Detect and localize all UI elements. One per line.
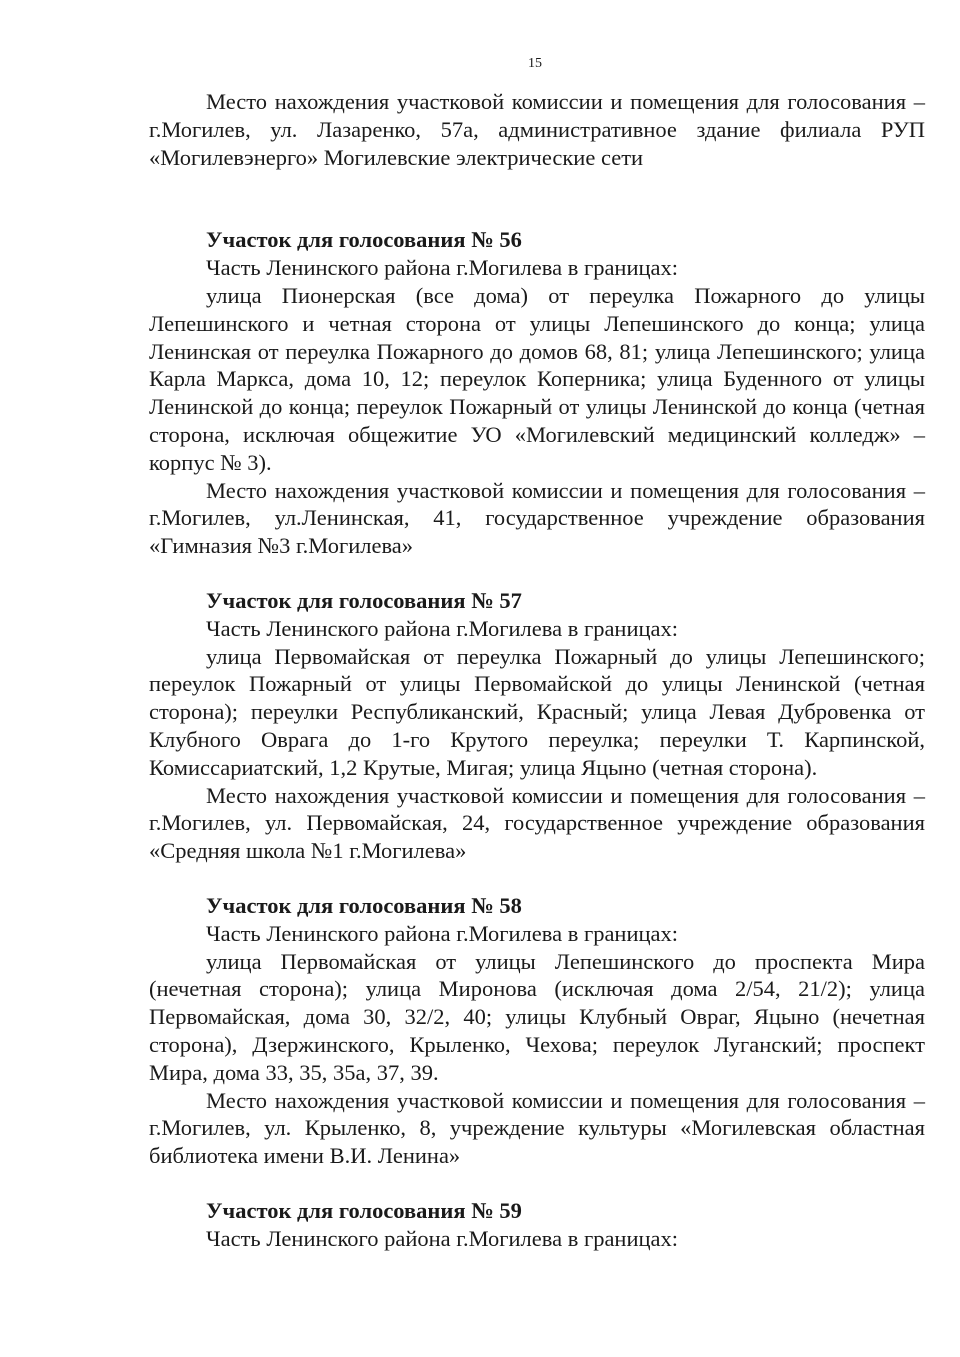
section-part: Часть Ленинского района г.Могилева в границах:	[206, 920, 679, 946]
section-location: Место нахождения участковой комиссии и помещения для голосования – г.Могилев, ул.Ленинская, 41, государственное учреждение образования «Гимназия №3 г.Могилева»	[149, 477, 925, 559]
section-boundaries: улица Пионерская (все дома) от переулка Пожарного до улицы Лепешинского и четная сторона от улицы Лепешинского до конца; улица Ленинская от переулка Пожарного до домов 68, 81; улица Лепешинского; улица Карла Маркса, дома 10, 12; переулок Коперника; улица Буденного от улицы Ленинской до конца; переулок Пожарный от улицы Ленинской до конца (четная сторона, исключая общежитие УО «Могилевский медицинский колледж» – корпус № 3).	[149, 282, 925, 475]
section-precinct-57	[149, 587, 925, 865]
section-location: Место нахождения участковой комиссии и помещения для голосования – г.Могилев, ул. Первомайская, 24, государственное учреждение образования «Средняя школа №1 г.Могилева»	[149, 782, 925, 864]
section-title: Участок для голосования № 56	[206, 227, 522, 253]
section-precinct-58	[149, 892, 925, 1170]
section-part: Часть Ленинского района г.Могилева в границах:	[206, 615, 679, 641]
section-title: Участок для голосования № 58	[206, 892, 522, 918]
page-number: 15	[528, 56, 542, 71]
section-precinct-59	[149, 1197, 925, 1253]
section-title: Участок для голосования № 59	[206, 1197, 522, 1223]
intro-location-paragraph: Место нахождения участковой комиссии и помещения для голосования – г.Могилев, ул. Лазаренко, 57а, административное здание филиала РУП «Могилевэнерго» Могилевские электрические сети	[149, 89, 925, 170]
section-location: Место нахождения участковой комиссии и помещения для голосования – г.Могилев, ул. Крыленко, 8, учреждение культуры «Могилевская областная библиотека имени В.И. Ленина»	[149, 1087, 925, 1169]
section-part: Часть Ленинского района г.Могилева в границах:	[206, 1225, 679, 1251]
section-title: Участок для голосования № 57	[206, 587, 522, 613]
section-precinct-56	[149, 226, 925, 560]
document-body	[149, 88, 925, 1252]
section-boundaries: улица Первомайская от переулка Пожарный до улицы Лепешинского; переулок Пожарный от улицы Первомайской до улицы Ленинской (четная сторона); переулки Республиканский, Красный; улица Левая Дубровенка от Клубного Оврага до 1-го Крутого переулка; переулки Т. Карпинской, Комиссариатский, 1,2 Крутые, Мигая; улица Яцыно (четная сторона).	[149, 643, 925, 780]
section-boundaries: улица Первомайская от улицы Лепешинского до проспекта Мира (нечетная сторона); улица Миронова (исключая дома 2/54, 21/2); улица Первомайская, дома 30, 32/2, 40; улицы Клубный Овраг, Яцыно (нечетная сторона), Дзержинского, Крыленко, Чехова; переулок Луганский; проспект Мира, дома 33, 35, 35а, 37, 39.	[149, 948, 925, 1085]
section-part: Часть Ленинского района г.Могилева в границах:	[206, 255, 679, 281]
